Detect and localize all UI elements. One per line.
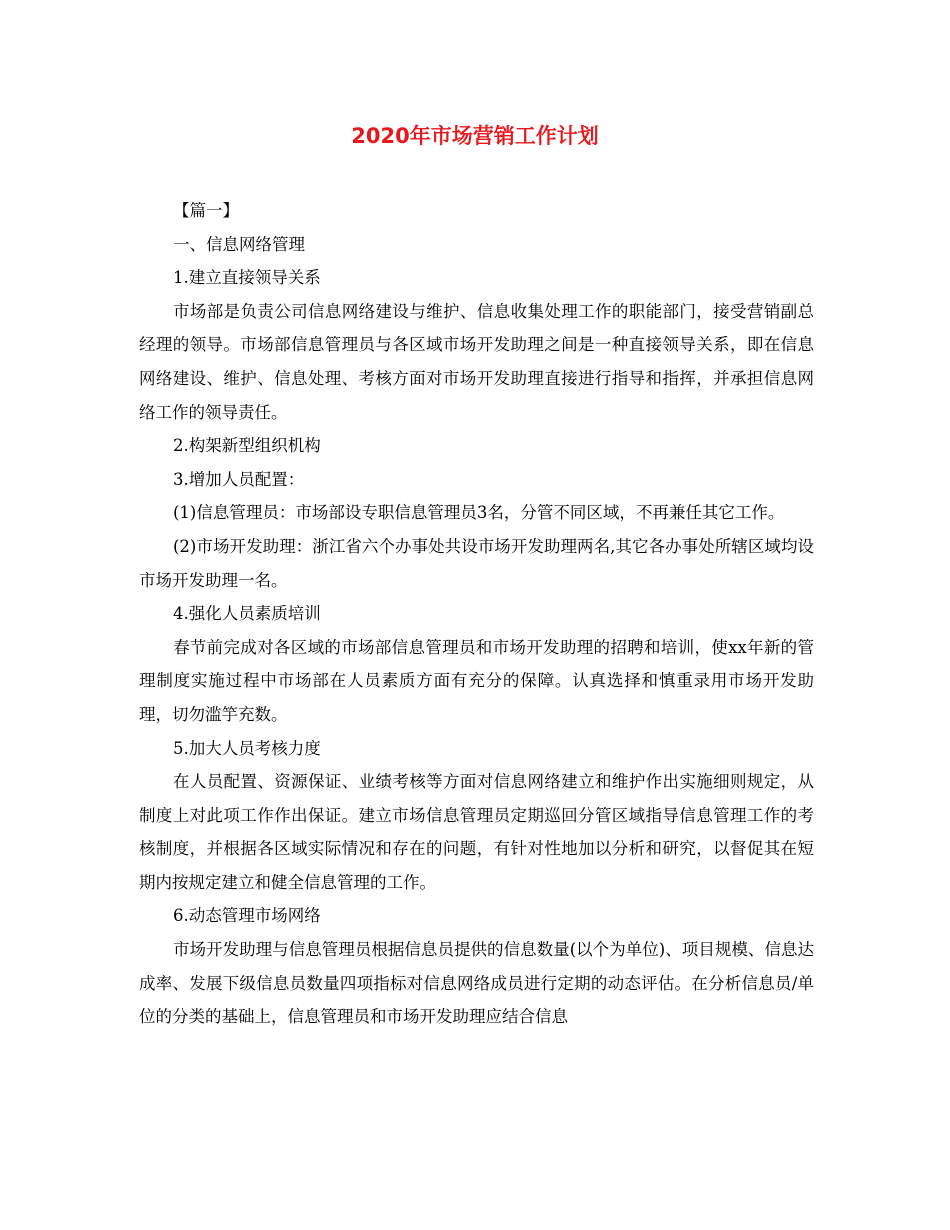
body-paragraph: 在人员配置、资源保证、业绩考核等方面对信息网络建立和维护作出实施细则规定，从制度上对此项工作作出保证。建立市场信息管理员定期巡回分管区域指导信息管理工作的考核制度，并根据各区域实际情况和存在的问题，有针对性地加以分析和研究，以督促其在短期内按规定建立和健全信息管理的工作。 — [139, 772, 814, 892]
document-title: 2020年市场营销工作计划 — [351, 124, 599, 148]
item-heading: 4.强化人员素质培训 — [173, 604, 321, 624]
body-paragraph: 春节前完成对各区域的市场部信息管理员和市场开发助理的招聘和培训，使xx年新的管理制度实施过程中市场部在人员素质方面有充分的保障。认真选择和慎重录用市场开发助理，切勿滥竽充数。 — [139, 637, 814, 724]
document-body — [139, 194, 814, 1034]
body-paragraph: 市场开发助理与信息管理员根据信息员提供的信息数量(以个为单位)、项目规模、信息达成率、发展下级信息员数量四项指标对信息网络成员进行定期的动态评估。在分析信息员/单位的分类的基础上，信息管理员和市场开发助理应结合信息 — [139, 940, 814, 1027]
item-heading: 2.构架新型组织机构 — [173, 436, 321, 456]
item-heading: 3.增加人员配置： — [173, 469, 305, 489]
body-paragraph: (1)信息管理员：市场部设专职信息管理员3名，分管不同区域，不再兼任其它工作。 — [173, 503, 785, 523]
section-label: 【篇一】 — [173, 201, 239, 220]
item-heading: 5.加大人员考核力度 — [173, 738, 321, 758]
item-heading: 1.建立直接领导关系 — [173, 268, 321, 288]
section-heading: 一、信息网络管理 — [173, 234, 305, 254]
body-paragraph: (2)市场开发助理：浙江省六个办事处共设市场开发助理两名,其它各办事处所辖区域均设市场开发助理一名。 — [139, 536, 814, 590]
body-paragraph: 市场部是负责公司信息网络建设与维护、信息收集处理工作的职能部门，接受营销副总经理的领导。市场部信息管理员与各区域市场开发助理之间是一种直接领导关系，即在信息网络建设、维护、信息处理、考核方面对市场开发助理直接进行指导和指挥，并承担信息网络工作的领导责任。 — [139, 301, 814, 422]
item-heading: 6.动态管理市场网络 — [173, 906, 321, 926]
